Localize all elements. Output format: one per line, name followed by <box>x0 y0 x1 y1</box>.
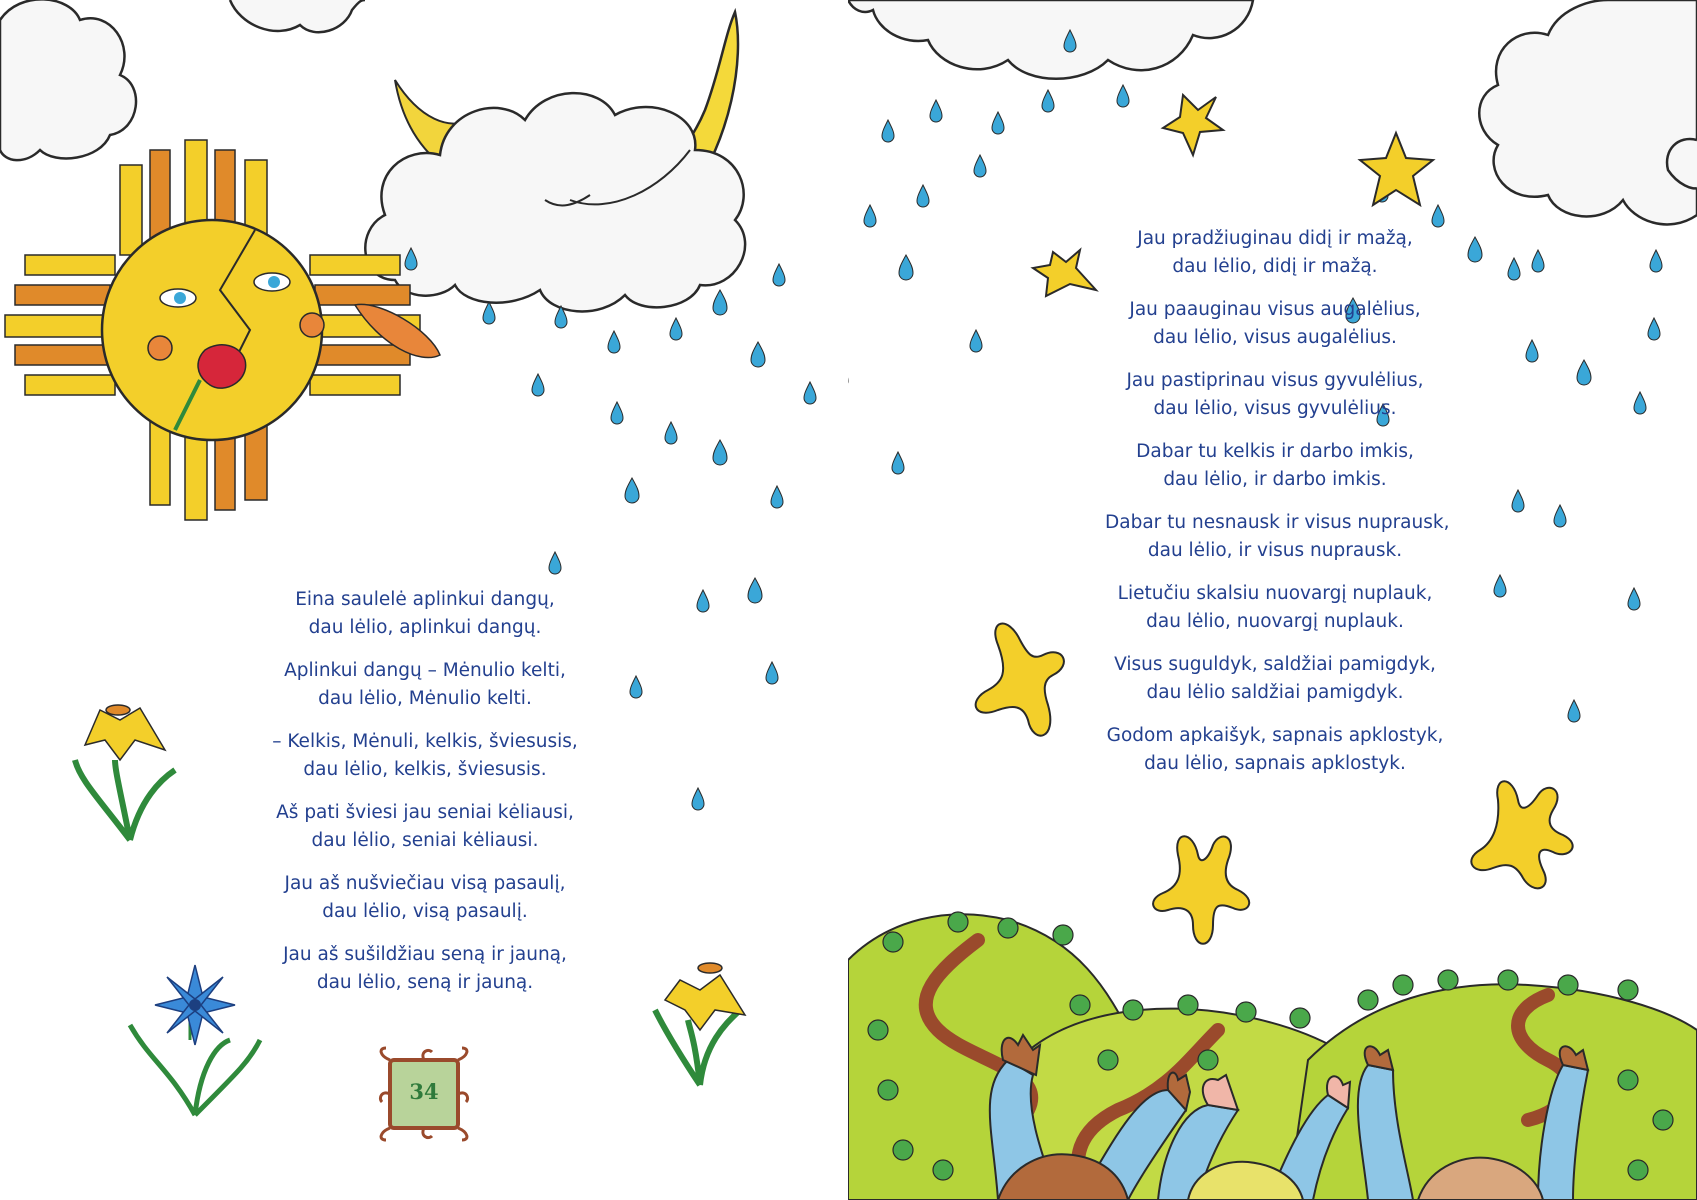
clouds-illustration <box>848 0 1697 224</box>
poem-stanza <box>1105 722 1445 778</box>
poem-stanza <box>270 657 580 713</box>
sun-face-illustration <box>5 140 440 520</box>
poem-line: dau lėlio, visus augalėlius. <box>1153 327 1397 348</box>
poem-line: Aš pati šviesi jau seniai kėliausi, <box>276 802 574 823</box>
poem-line: dau lėlio saldžiai pamigdyk. <box>1146 682 1404 703</box>
poem-stanza <box>1105 651 1445 707</box>
poem-line: dau lėlio, sapnais apklostyk. <box>1144 753 1406 774</box>
poem-line: Jau paauginau visus augalėlius, <box>1129 299 1421 320</box>
poem-line: Jau aš nušviečiau visą pasaulį, <box>284 873 566 894</box>
poem-line: Jau pastiprinau visus gyvulėlius, <box>1126 370 1424 391</box>
poem-line: dau lėlio, nuovargį nuplauk. <box>1146 611 1404 632</box>
poem-stanza <box>1105 225 1445 281</box>
poem-line: dau lėlio, ir visus nuprausk. <box>1147 540 1403 561</box>
poem-line: dau lėlio, Mėnulio kelti. <box>318 688 532 709</box>
right-poem <box>1105 225 1450 793</box>
poem-stanza <box>1105 509 1450 565</box>
left-poem <box>270 586 580 1012</box>
poem-line: Jau pradžiuginau didį ir mažą, <box>1137 228 1413 249</box>
yellow-flower-illustration <box>655 963 745 1085</box>
poem-line: Dabar tu nesnausk ir visus nuprausk, <box>1105 512 1450 533</box>
poem-line: dau lėlio, didį ir mažą. <box>1172 256 1378 277</box>
page-number: 34 <box>409 1079 439 1104</box>
cloud-illustration <box>0 0 365 160</box>
poem-line: Visus suguldyk, saldžiai pamigdyk, <box>1114 654 1436 675</box>
poem-stanza <box>270 941 580 997</box>
right-page <box>848 0 1697 1200</box>
poem-line: dau lėlio, visus gyvulėlius. <box>1153 398 1397 419</box>
poem-stanza <box>1105 367 1445 423</box>
left-page <box>0 0 848 1200</box>
page-number-badge <box>376 1046 472 1142</box>
poem-line: dau lėlio, ir darbo imkis. <box>1163 469 1387 490</box>
poem-stanza <box>270 728 580 784</box>
poem-line: dau lėlio, aplinkui dangų. <box>308 617 542 638</box>
poem-line: dau lėlio, seniai kėliausi. <box>311 830 539 851</box>
poem-line: dau lėlio, visą pasaulį. <box>322 901 528 922</box>
poem-line: Jau aš sušildžiau seną ir jauną, <box>283 944 567 965</box>
yellow-flower-illustration <box>75 705 175 840</box>
poem-line: – Kelkis, Mėnuli, kelkis, šviesusis, <box>272 731 578 752</box>
poem-line: Dabar tu kelkis ir darbo imkis, <box>1136 441 1414 462</box>
poem-stanza <box>270 586 580 642</box>
poem-line: Aplinkui dangų – Mėnulio kelti, <box>284 660 566 681</box>
poem-stanza <box>270 870 580 926</box>
poem-stanza <box>270 799 580 855</box>
poem-stanza <box>1105 438 1445 494</box>
poem-line: Lietučiu skalsiu nuovargį nuplauk, <box>1117 583 1433 604</box>
poem-line: Godom apkaišyk, sapnais apklostyk, <box>1106 725 1444 746</box>
poem-stanza <box>1105 296 1445 352</box>
poem-line: dau lėlio, seną ir jauną. <box>316 972 534 993</box>
blue-flower-illustration <box>130 965 260 1115</box>
poem-line: dau lėlio, kelkis, šviesusis. <box>303 759 547 780</box>
poem-stanza <box>1105 580 1445 636</box>
poem-line: Eina saulelė aplinkui dangų, <box>295 589 555 610</box>
